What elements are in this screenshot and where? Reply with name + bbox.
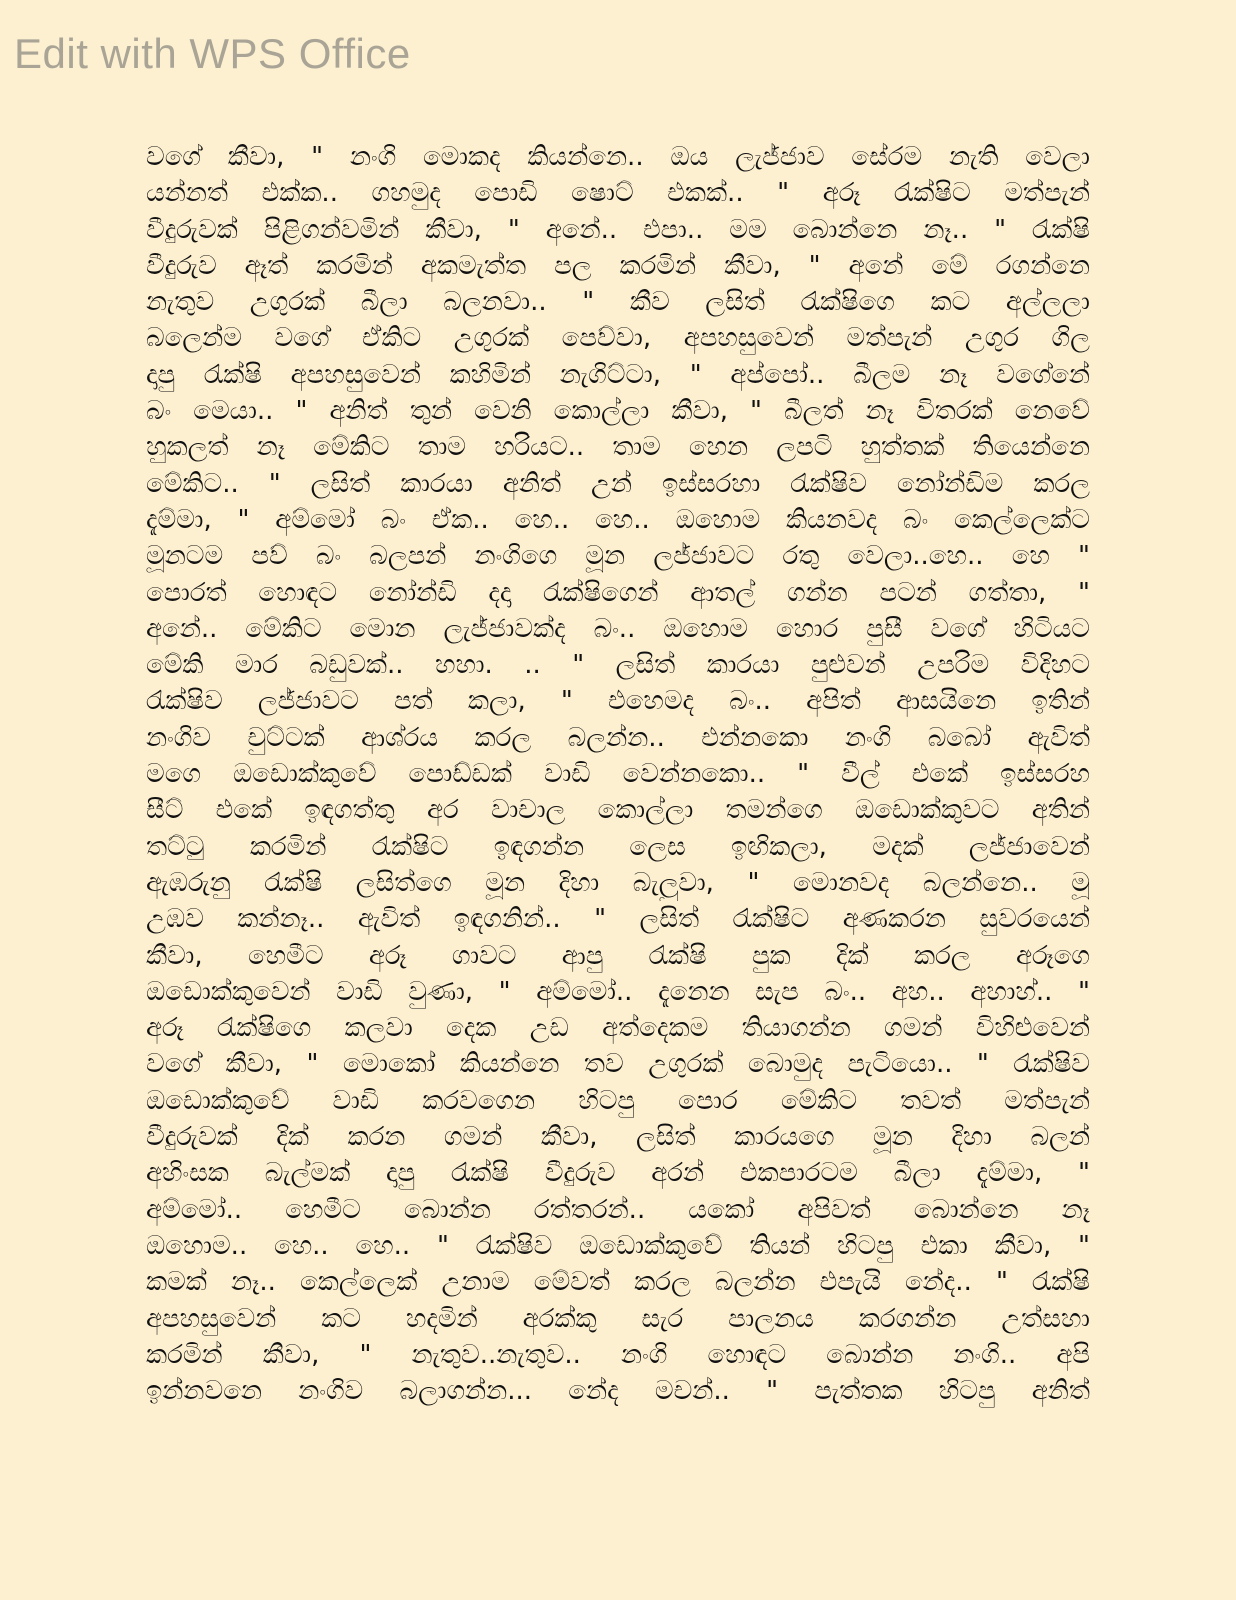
text-line: පොරත් හොඳට නෝන්ඩි දදා රැක්ෂිගෙන් ආතල් ගන්න පටන් ගත්තා, " (146, 577, 1090, 608)
text-line: කරමින් කීවා, " නැතුව..නැතුව.. නංගි හොඳට බොන්න නංගි.. අපි (146, 1339, 1090, 1370)
text-line: යන්නත් එක්ක.. ගහමුද පොඩි ෂොට් එකක්.. " අරූ රැක්ෂිට මත්පැන් (146, 178, 1090, 209)
text-line: මේකිට.. " ලසිත් කාරයා අනිත් උන් ඉස්සරහා රැක්ෂිව නෝන්ඩිම කරල (146, 468, 1090, 499)
text-line: ඇඹරුනු රැක්ෂි ලසිත්ගෙ මූන දිහා බැලුවා, " මොනවද බලන්නෙ.. මූ (146, 867, 1090, 898)
text-line: අපහසුවෙන් කට හදමින් අරක්කු සැර පාලනය කරගන්න උත්සහා (146, 1303, 1090, 1334)
text-line: කීවා, හෙමීට අරූ ගාවට ආපු රැක්ෂි පුක දික් කරල අරූගෙ (146, 940, 1090, 971)
text-line: කමක් නෑ.. කෙල්ලෙක් උනාම මේවත් කරල බලන්න එපැයි නේද.. " රැක්ෂි (146, 1267, 1090, 1298)
text-line: සීට් එකේ ඉඳගත්තු අර වාචාල කොල්ලා තමන්ගෙ ඔඩොක්කුවට අතින් (146, 795, 1090, 826)
text-line: අනේ.. මේකිට මොන ලැජ්ජාවක්ද බං.. ඔහොම හොර පුසී වගේ හිටියට (146, 613, 1090, 644)
text-line: තට්ටු කරමින් රැක්ෂිට ඉඳගන්න ලෙස ඉඟිකලා, මදක් ලජ්ජාවෙන් (146, 831, 1090, 862)
text-line: නැතුව උගුරක් බීලා බලනවා.. " කීව ලසිත් රැක්ෂිගෙ කට අල්ලලා (146, 287, 1090, 318)
text-line: ඉන්නවනෙ නංගිව බලාගන්න... නේද මචන්.. " පැත්තක හිටපු අනිත් (146, 1376, 1090, 1407)
text-line: ඔඩොක්කුවෙන් වාඩි වුණා, " අම්මෝ.. දැනෙන සැප බං.. අහ.. අහාහ්.. " (146, 976, 1090, 1007)
text-line: අහිංසක බැල්මක් දාපු රැක්ෂි වීදුරුව අරන් එකපාරටම බීලා දැම්මා, " (146, 1158, 1090, 1189)
text-line: මූනටම පව් බං බලපන් නංගිගෙ මූන ලජ්ජාවට රතු වෙලා..හෙ.. හෙ " (146, 541, 1090, 572)
text-line: වීදුරුවක් දික් කරන ගමන් කීවා, ලසිත් කාරයගෙ මූන දිහා බලන් (146, 1122, 1090, 1153)
document-body (146, 139, 1090, 1459)
text-line: බලෙන්ම වගේ ඒකිට උගුරක් පෙව්වා, අපහසුවෙන් මත්පැන් උගුර ගිල (146, 323, 1090, 354)
text-line: මගෙ ඔඩොක්කුවේ පොඩ්ඩක් වාඩි වෙන්නකො.. " වීල් එකේ ඉස්සරහ (146, 759, 1090, 790)
text-line: ඔඩොක්කුවේ වාඩි කරවගෙන හිටපු පොර මේකිට තවත් මත්පැන් (146, 1085, 1090, 1116)
text-line: දාපු රැක්ෂි අපහසුවෙන් කහිමින් නැගිට්ටා, " අප්පෝ.. බීලම නෑ වගේනේ (146, 359, 1090, 390)
text-line: උඹව කන්නෑ.. ඇවිත් ඉඳගනින්.. " ලසිත් රැක්ෂිට අණකරන සුවරයෙන් (146, 904, 1090, 935)
text-line: බං මෙයා.. " අනිත් තුන් වෙනි කොල්ලා කීවා, " බීලත් නෑ විතරක් නෙවේ (146, 396, 1090, 427)
text-line: වගේ කීවා, " මොකෝ කියන්නෙ තව උගුරක් බොමුද පැටියො.. " රැක්ෂිව (146, 1049, 1090, 1080)
text-line: වීදුරුව ඈත් කරමින් අකමැත්ත පල කරමින් කීවා, " අනේ මේ රගන්නෙ (146, 250, 1090, 281)
text-line: වගේ කීවා, " නංගි මොකද කියන්නෙ.. ඔය ලැජ්ජාව සේරම නැති වෙලා (146, 142, 1090, 172)
text-line: අම්මෝ.. හෙමීට බොන්න රත්තරන්.. යකෝ අපිවත් බොන්නෙ නෑ (146, 1194, 1090, 1225)
text-line: දැම්මා, " අම්මෝ බං ඒක.. හෙ.. හෙ.. ඔහොම කියනවද බං කෙල්ලෙක්ට (146, 504, 1090, 535)
text-line: නංගිව චුට්ටක් ආශ්රය කරල බලන්න.. එන්නකො නංගි බබෝ ඇවිත් (146, 722, 1090, 753)
text-line: හුකලත් නෑ මේකිට තාම හරියට.. තාම හෙන ලපටි හුත්තක් තියෙන්නෙ (146, 432, 1090, 463)
text-line: රැක්ෂිව ලජ්ජාවට පත් කලා, " එහෙමද බං.. අපිත් ආසයිනෙ ඉතින් (146, 686, 1090, 717)
text-line: ඔහොම.. හෙ.. හෙ.. " රැක්ෂිව ඔඩොක්කුවේ තියන් හිටපු එකා කීවා, " (146, 1230, 1090, 1261)
wps-watermark: Edit with WPS Office (14, 30, 411, 77)
text-line: වීදුරුවක් පිළිගන්වමින් කීවා, " අනේ.. එපා.. මම බොන්නෙ නෑ.. " රැක්ෂි (146, 214, 1090, 245)
text-line: අරූ රැක්ෂිගෙ කලවා දෙක උඩ අත්දෙකම තියාගන්න ගමන් විහිළුවෙන් (146, 1013, 1090, 1044)
text-line: මේකි මාර බඩුවක්.. හහා. .. " ලසිත් කාරයා පුළුවන් උපරිම විදිහට (146, 650, 1090, 681)
